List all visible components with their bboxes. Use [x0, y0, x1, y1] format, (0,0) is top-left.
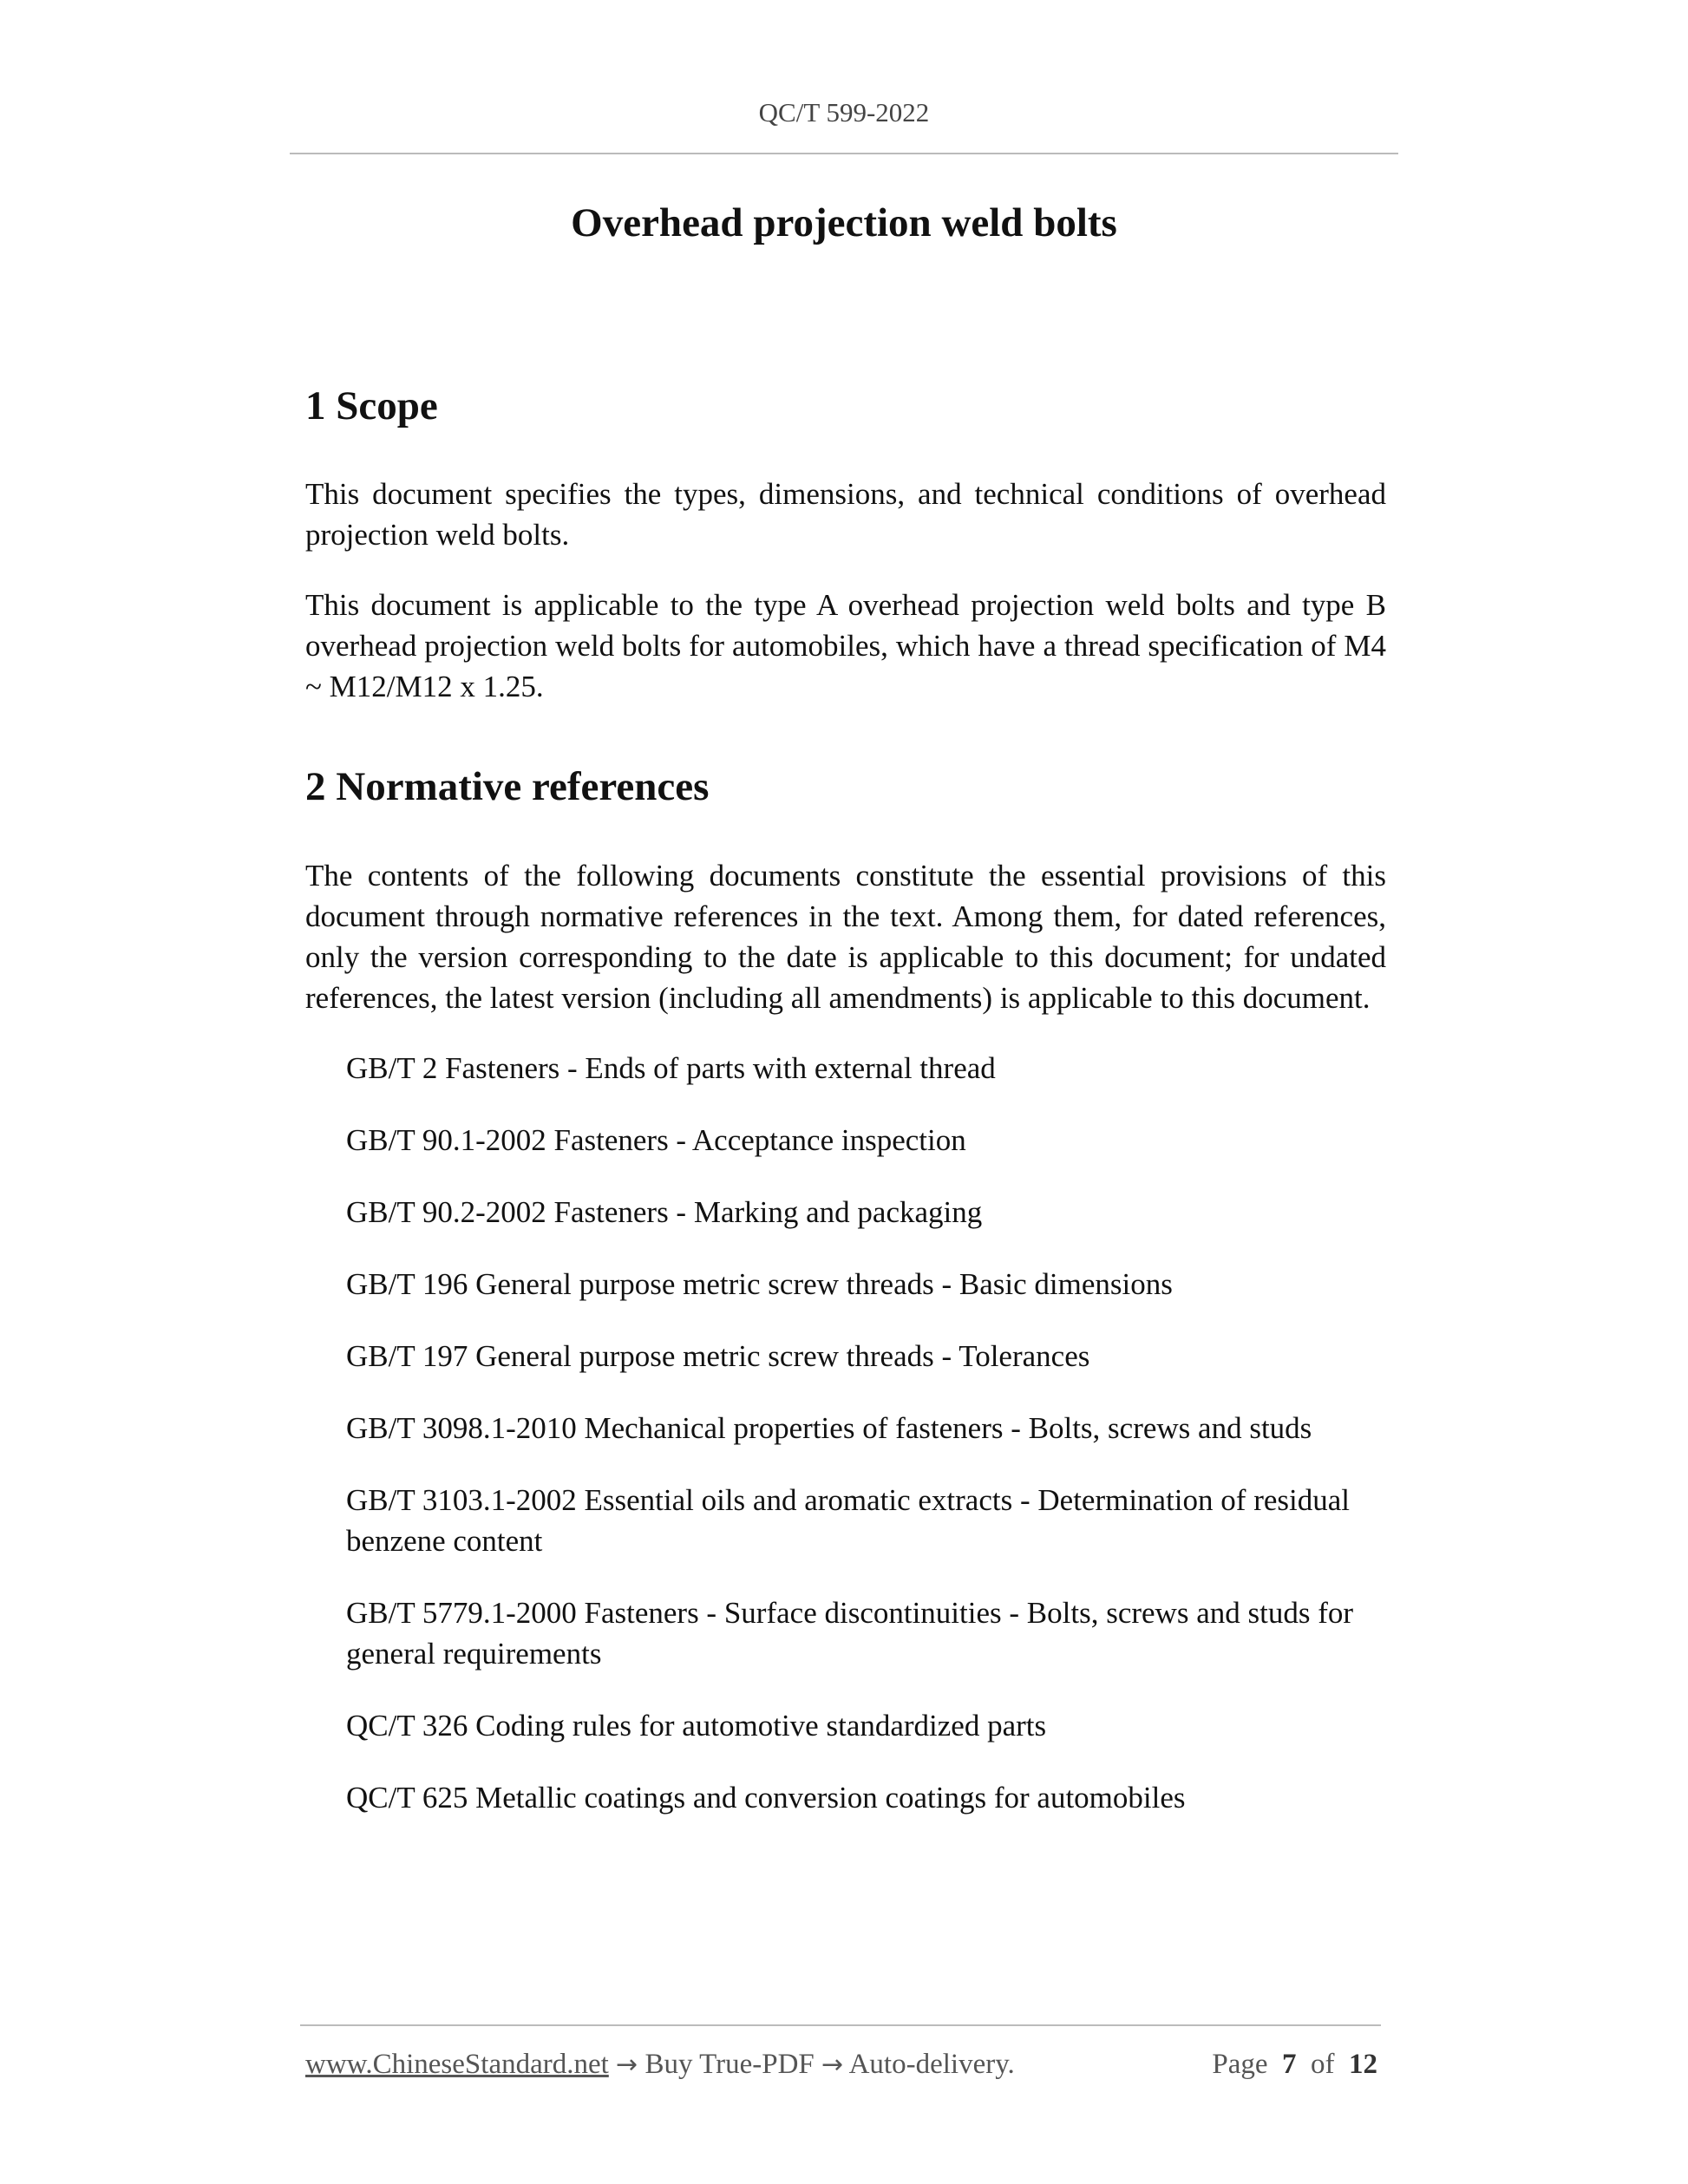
reference-item: GB/T 90.2-2002 Fasteners - Marking and packaging — [346, 1194, 983, 1229]
reference-item: GB/T 90.1-2002 Fasteners - Acceptance inspection — [346, 1122, 966, 1157]
reference-item: GB/T 5779.1-2000 Fasteners - Surface discontinuities - Bolts, screws and studs for general requirements — [346, 1595, 1353, 1671]
page-label: Page — [1212, 2049, 1268, 2080]
reference-item: GB/T 3103.1-2002 Essential oils and aromatic extracts - Determination of residual benzene content — [346, 1482, 1350, 1558]
reference-item: GB/T 197 General purpose metric screw threads - Tolerances — [346, 1338, 1090, 1373]
reference-item: GB/T 196 General purpose metric screw threads - Basic dimensions — [346, 1266, 1173, 1301]
auto-delivery-text: Auto-delivery. — [848, 2049, 1015, 2080]
right-arrow-icon: → — [616, 2050, 638, 2080]
document-title: Overhead projection weld bolts — [571, 200, 1117, 245]
chinesestandard-link[interactable]: www.ChineseStandard.net — [305, 2049, 609, 2080]
reference-list — [305, 1048, 1386, 1818]
section-heading-scope: 1 Scope — [305, 383, 438, 428]
running-header: QC/T 599-2022 — [758, 97, 930, 128]
page-current: 7 — [1282, 2049, 1297, 2080]
scope-paragraph-2: This document is applicable to the type A overhead projection weld bolts and type B overhead projection weld bolts for automobiles, which have a thread specification of M4 ~ M12/M12 x 1.25. — [305, 588, 1386, 704]
header-divider — [290, 153, 1398, 154]
section-heading-normative-references: 2 Normative references — [305, 764, 710, 810]
document-body — [305, 382, 1386, 1849]
footer-promo — [305, 2049, 1015, 2081]
buy-true-pdf-text: Buy True-PDF — [644, 2049, 815, 2080]
reference-item: QC/T 326 Coding rules for automotive standardized parts — [346, 1708, 1047, 1743]
page-number — [1212, 2049, 1377, 2081]
reference-item: GB/T 2 Fasteners - Ends of parts with external thread — [346, 1050, 996, 1085]
normative-references-intro: The contents of the following documents constitute the essential provisions of this document through normative references in the text. Among them, for dated references, only the version corresponding to the date is applicable to this document; for undated references, the latest version (including all amendments) is applicable to this document. — [305, 858, 1386, 1015]
page-total: 12 — [1349, 2049, 1377, 2080]
reference-item: QC/T 625 Metallic coatings and conversion coatings for automobiles — [346, 1780, 1186, 1815]
footer-divider — [300, 2024, 1381, 2026]
reference-item: GB/T 3098.1-2010 Mechanical properties of fasteners - Bolts, screws and studs — [346, 1410, 1312, 1445]
page-of-label: of — [1311, 2049, 1335, 2080]
right-arrow-icon: → — [821, 2050, 844, 2080]
scope-paragraph-1: This document specifies the types, dimensions, and technical conditions of overhead projection weld bolts. — [305, 477, 1386, 553]
